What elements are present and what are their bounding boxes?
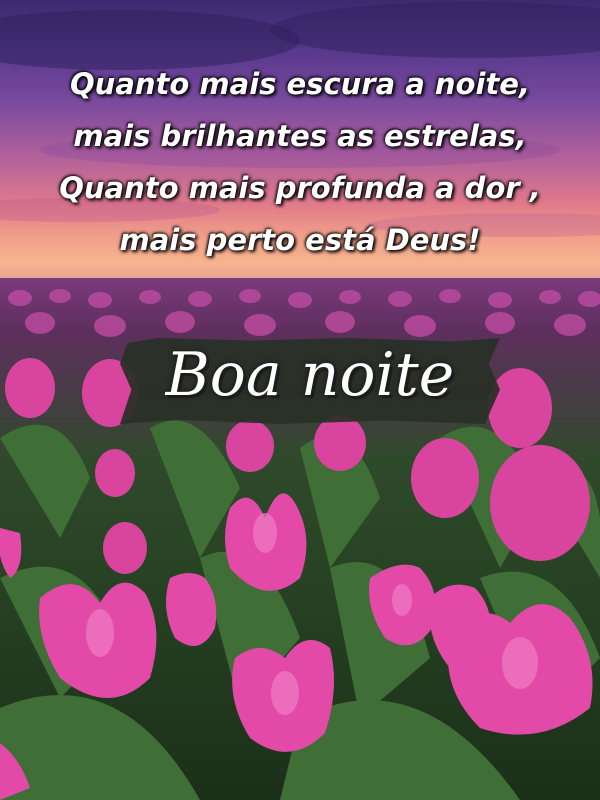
quote-line: Quanto mais escura a noite,: [70, 67, 530, 101]
quote-line: mais brilhantes as estrelas,: [73, 119, 527, 153]
quote-text: [20, 58, 580, 266]
quote-line: Quanto mais profunda a dor ,: [59, 171, 541, 205]
quote-line: mais perto está Deus!: [119, 223, 481, 257]
greeting-title: Boa noite: [165, 340, 455, 410]
